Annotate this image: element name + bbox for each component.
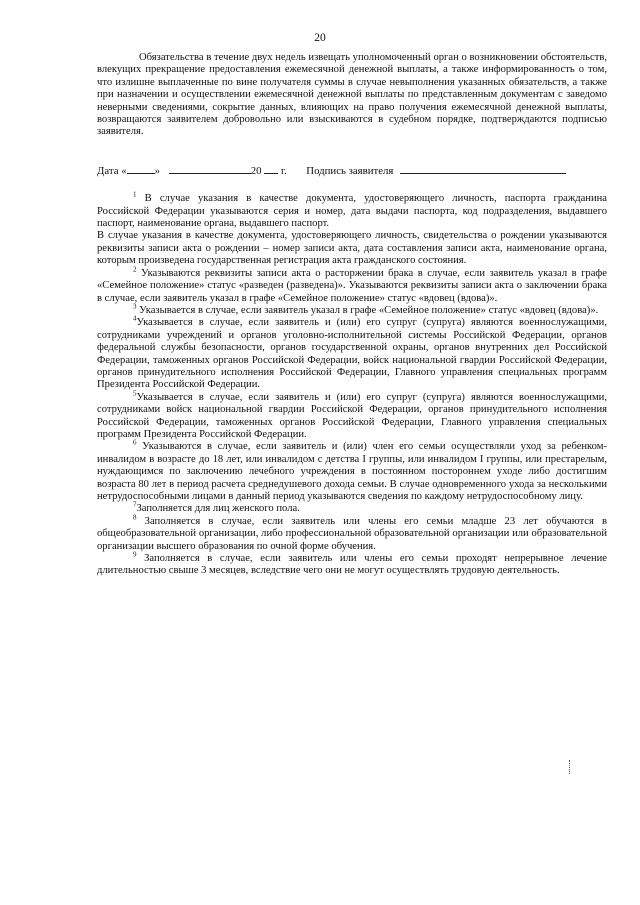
obligations-paragraph: Обязательства в течение двух недель извещать уполномоченный орган о возникновении обстоятельств, влекущих прекращение предоставления ежемесячной денежной выплаты, а также информированность о том, что излишне выплаченные по вине получателя суммы в случае невыполнения указанных обязательств, а также при назначении и осуществлении ежемесячной денежной выплаты по представленным документам с заведомо неверными сведениями, сокрытие данных, влияющих на право получения ежемесячной денежной выплаты, возвращаются заявителем добровольно или взыскиваются в судебном порядке, подтверждаются подписью заявителя.	[97, 52, 607, 138]
day-blank[interactable]	[127, 163, 155, 174]
signature-line	[97, 163, 607, 177]
scan-margin-mark	[569, 760, 571, 774]
year-suffix: г.	[280, 164, 287, 177]
footnote-7	[97, 500, 607, 515]
footnote-mark: 2	[133, 265, 137, 274]
year-prefix: 20	[250, 164, 262, 177]
footnote-text: Указывается в случае, если заявитель и (или) его супруг (супруга) являются военнослужащими, сотрудниками войск национальной гвардии Российской Федерации, органов принудительного исполнения Российской Федерации, таможенных органов Российской Федерации, Главного управления специальных программ Президента Российской Федерации.	[97, 391, 607, 440]
footnote-text: Указывается в случае, если заявитель указал в графе «Семейное положение» статус «вдовец (вдова)».	[139, 304, 599, 316]
signature-label: Подпись заявителя	[306, 164, 394, 177]
footnote-8	[97, 513, 607, 553]
signature-blank[interactable]	[400, 163, 566, 174]
footnote-mark: 1	[133, 190, 137, 199]
month-blank[interactable]	[169, 163, 251, 174]
footnote-mark: 4	[133, 314, 137, 323]
document-body	[97, 52, 607, 578]
footnote-3	[97, 302, 607, 317]
footnote-1-continuation: В случае указания в качестве документа, удостоверяющего личность, свидетельства о рождении указываются реквизиты записи акта о рождении – номер записи акта, дата составления записи акта, наименование органа, которым произведена государственная регистрация акта гражданского состояния.	[97, 230, 607, 267]
footnote-mark: 9	[133, 550, 137, 559]
footnote-6	[97, 438, 607, 503]
footnote-9	[97, 550, 607, 578]
footnote-mark: 3	[133, 302, 137, 311]
page-number: 20	[314, 32, 326, 44]
footnote-text: В случае указания в качестве документа, удостоверяющего личность, паспорта гражданина Российской Федерации указываются серия и номер, дата выдачи паспорта, код подразделения, выдавшего паспорт, наименование органа, выдавшего паспорт.	[97, 193, 607, 230]
year-blank[interactable]	[264, 163, 278, 174]
footnote-text: Указывается в случае, если заявитель и (или) его супруг (супруга) являются военнослужащими, сотрудниками учреждений и органов уголовно-исполнительной системы Российской Федерации, органов федеральной службы безопасности, органов государственной охраны, органов внутренних дел Российской Федерации, таможенных органов Российской Федерации, войск национальной гвардии Российской Федерации, органов принудительного исполнения Российской Федерации, Главного управления специальных программ Президента Российской Федерации.	[97, 317, 607, 391]
footnote-text: Указываются в случае, если заявитель и (или) член его семьи осуществляли уход за ребенком-инвалидом в возрасте до 18 лет, или инвалидом с детства I группы, или инвалидом I группы, или престарелым, нуждающимся по заключению лечебного учреждения в постоянном постороннем уходе либо достигшим возраста 80 лет в период расчета среднедушевого дохода семьи. В случае одновременного ухода за несколькими нетрудоспособными лицами в данный период указываются сведения по каждому нетрудоспособному лицу.	[97, 441, 607, 502]
date-quote-close: »	[154, 164, 161, 177]
footnote-1	[97, 190, 607, 230]
footnote-mark: 8	[133, 513, 137, 522]
footnotes	[97, 190, 608, 578]
footnote-5	[97, 389, 607, 442]
footnote-text: Заполняется в случае, если заявитель или члены его семьи проходят непрерывное лечение длительностью свыше 3 месяцев, вследствие чего они не могут осуществлять трудовую деятельность.	[97, 553, 607, 577]
footnote-text: Заполняется для лиц женского пола.	[136, 503, 300, 515]
footnote-2	[97, 265, 608, 305]
date-label: Дата «	[97, 164, 127, 177]
footnote-4	[97, 314, 607, 391]
footnote-text: Указываются реквизиты записи акта о расторжении брака в случае, если заявитель указал в графе «Семейное положение» статус «разведен (разведена)». Указываются реквизиты записи акта о заключении брака в случае, если заявитель указал в графе «Семейное положение» статус «вдовец (вдова)».	[97, 267, 608, 304]
footnote-mark: 5	[133, 389, 137, 398]
footnote-text: Заполняется в случае, если заявитель или члены его семьи младше 23 лет обучаются в общеобразовательной организации, либо профессиональной образовательной организации или образовательной организации высшего образования по очной форме обучения.	[97, 515, 607, 552]
footnote-mark: 7	[133, 500, 137, 509]
footnote-mark: 6	[133, 438, 137, 447]
